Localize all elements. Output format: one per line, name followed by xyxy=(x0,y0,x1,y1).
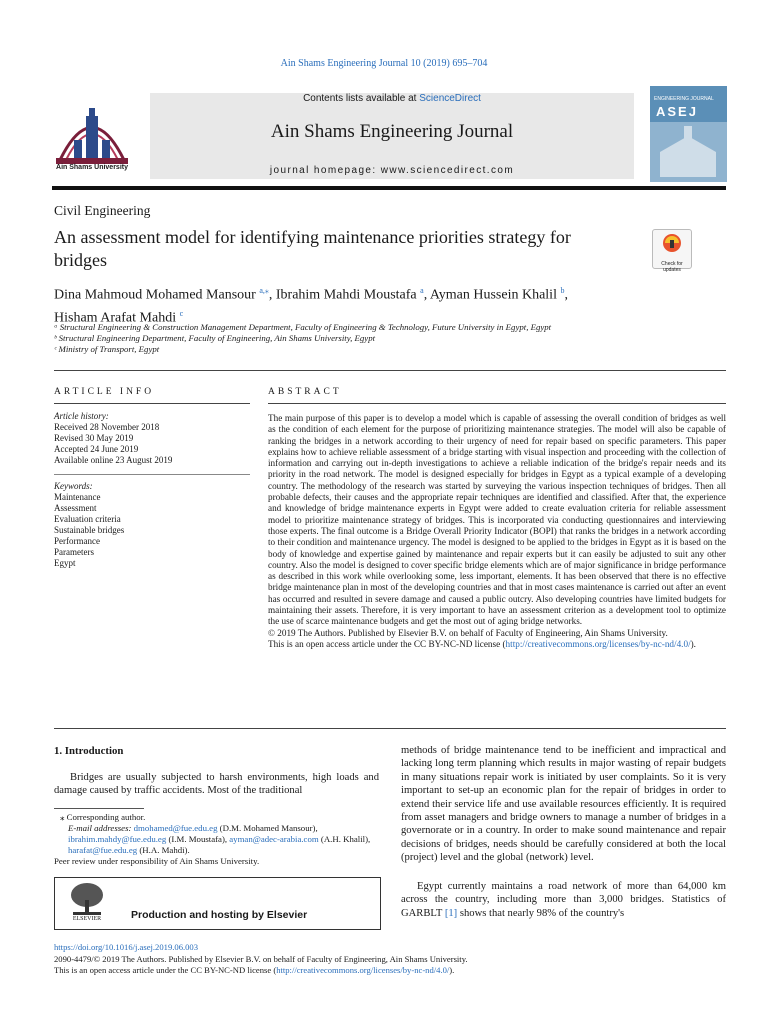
email-owner: (H.A. Mahdi). xyxy=(137,845,190,855)
reference-link[interactable]: [1] xyxy=(444,907,458,919)
footer-license-link[interactable]: http://creativecommons.org/licenses/by-nc-nd/4.0/ xyxy=(276,965,450,975)
author-affil-sup[interactable]: c xyxy=(179,308,184,318)
email-label: E-mail addresses: xyxy=(68,823,134,833)
abstract-text: The main purpose of this paper is to develop a model which is capable of assessing the overall condition of bridges as well as the condition of each element for the purpose of prioritizing maintenance strategies. The model will also be capable of ranking the bridges in a network according to their urgency of need for repair based on specific parameters. This paper explains how to achieve reliable assessment of a bridge starting with visual inspection and proceeding with the collection of information and carrying out in-depth investigations to achieve a reliable indication of the bridge's repair needs and its priority in the road network. The model is designed especially for bridges in Egypt as a typical example of a developing country. The methodology of the research was started by surveying the various inspection techniques of bridges. Then all probable defects, their causes and the appropriate repair techniques are identified and classified. After that, the experience and knowledge of bridge maintenance experts in Egypt were added to create evaluation criteria for reliable assessment model to prioritize maintenance strategy of bridges. This is incorporated via conducting questionnaires and interviewing those experts. The final outcome is a Bridge Overall Priority Indicator (BOPI) that ranks the bridges in a network according to their condition and maintenance urgency. The model is designed to be applied to the bridges in Egypt as it is based on the body of knowledge and expertise gained by maintenance and repair experts but it can easily be adjusted to suit any other country. Also the model is designed to cover specific bridge elements which are of major significance in bridge performance as described in this work while overlooking some, less important, elements. It has been observed that there is no effective bridge maintenance plan in most of the developing countries and that in most cases maintenance is carried out after an event has occurred and resulted in severe damage and caused a public outcry. Also developing countries have limited budgets for maintaining their assets. Therefore, it is very important to have an assessment criterion as a development tool to optimize the use of scarce maintenance budgets and get the most out of aging bridge networks. xyxy=(268,413,726,627)
article-title: An assessment model for identifying maintenance priorities strategy for bridges xyxy=(54,227,571,270)
keyword-item: Egypt xyxy=(54,558,76,568)
corresponding-author: ⁎ Corresponding author. xyxy=(60,812,146,822)
intro-right-paragraph: methods of bridge maintenance tend to be inefficient and impractical and lacking long term planning which results in major wasting of repair budgets in many situations repair work is initiated by user complaints. So it is very important to set-up an economic plan for the repair of bridges in order to extend their service life and use available resources efficiently. It is required from asset managers and bridge owners to manage a number of bridges in a governorate or in a country. In order to make sound maintenance and repair decisions of bridges, needs should be carefully considered at both the local (project) level and the global (network) level. xyxy=(401,745,726,864)
cover-label: ENGINEERING JOURNAL xyxy=(654,96,714,102)
keyword-item: Maintenance xyxy=(54,492,101,502)
elsevier-label: ELSEVIER xyxy=(72,916,102,922)
elsevier-production: Production and hosting by Elsevier xyxy=(131,909,308,921)
abstract-license xyxy=(268,639,726,650)
intro-right-paragraph-2 xyxy=(401,880,726,920)
keyword-item: Performance xyxy=(54,536,100,546)
check-updates-icon xyxy=(653,230,691,256)
abstract-body xyxy=(268,413,726,650)
para-text: Egypt currently maintains a road network of more than 64,000 km across the country, including more than 3,000 bridges. Statistics of GARBLT xyxy=(401,881,726,919)
article-history xyxy=(54,411,250,466)
license-suffix: ). xyxy=(690,638,696,649)
page-footer xyxy=(54,942,714,977)
history-item: Revised 30 May 2019 xyxy=(54,433,134,443)
contents-prefix: Contents lists available at xyxy=(303,93,420,104)
author-affil-sup[interactable]: a xyxy=(420,286,424,295)
keyword-item: Assessment xyxy=(54,503,97,513)
divider xyxy=(54,370,726,371)
affiliations xyxy=(54,322,714,355)
keywords xyxy=(54,481,250,569)
cover-title: ASEJ xyxy=(656,104,698,119)
keyword-item: Parameters xyxy=(54,547,94,557)
article-info-heading: ARTICLE INFO xyxy=(54,387,155,397)
contents-line xyxy=(150,93,634,104)
author-list: Dina Mahmoud Mohamed Mansour $^{a,⁎}$, Ibrahim Mahdi Moustafa $^a$, Ayman Hussein Khalil $^b$, Hisham Arafat Mahdi $^c$ xyxy=(54,286,568,326)
affiliation-item: ᵃ Structural Engineering & Construction Management Department, Faculty of Engineering & Technology, Future University in Egypt, Egypt xyxy=(54,322,552,332)
affiliation-item: ᶜ Ministry of Transport, Egypt xyxy=(54,344,160,354)
university-logo xyxy=(52,100,132,178)
intro-left-paragraph: Bridges are usually subjected to harsh environments, high loads and damage caused by traffic accidents. Most of the traditional xyxy=(54,772,379,797)
footnote-rule xyxy=(54,808,144,809)
check-for-updates-badge[interactable] xyxy=(652,229,692,273)
header-rule xyxy=(52,186,726,190)
divider xyxy=(268,403,726,404)
peer-review-note: Peer review under responsibility of Ain Shams University. xyxy=(54,856,260,866)
journal-header xyxy=(150,93,634,179)
elsevier-tree-icon xyxy=(67,882,107,916)
license-link[interactable]: http://creativecommons.org/licenses/by-nc-nd/4.0/ xyxy=(505,638,691,649)
para-text: shows that nearly 98% of the country's xyxy=(457,907,625,919)
history-label: Article history: xyxy=(54,411,109,421)
divider xyxy=(54,728,726,729)
article-section: Civil Engineering xyxy=(54,203,151,218)
cover-building-icon xyxy=(650,122,727,182)
author-name: Ayman Hussein Khalil xyxy=(429,287,557,303)
footer-license-prefix: This is an open access article under the CC BY-NC-ND license ( xyxy=(54,965,277,975)
sciencedirect-link[interactable]: ScienceDirect xyxy=(419,93,481,104)
journal-citation[interactable]: Ain Shams Engineering Journal 10 (2019) 695–704 xyxy=(280,58,488,69)
affiliation-item: ᵇ Structural Engineering Department, Faculty of Engineering, Ain Shams University, Egypt xyxy=(54,333,376,343)
journal-name: Ain Shams Engineering Journal xyxy=(270,121,514,142)
footer-license xyxy=(54,965,714,977)
check-updates-label: Check for updates xyxy=(661,261,683,273)
abstract-heading: ABSTRACT xyxy=(268,387,342,397)
issn-line: 2090-4479/© 2019 The Authors. Published by Elsevier B.V. on behalf of Faculty of Engineering, Ain Shams University. xyxy=(54,953,468,964)
university-logo-text: Ain Shams University xyxy=(56,164,128,171)
email-link[interactable]: ayman@adec-arabia.com xyxy=(229,834,319,844)
keyword-item: Evaluation criteria xyxy=(54,514,121,524)
doi-link[interactable]: https://doi.org/10.1016/j.asej.2019.06.003 xyxy=(54,942,199,952)
history-item: Received 28 November 2018 xyxy=(54,422,160,432)
elsevier-box xyxy=(54,877,381,930)
keywords-label: Keywords: xyxy=(54,481,93,491)
author-name: Dina Mahmoud Mohamed Mansour xyxy=(54,287,256,303)
footnotes xyxy=(54,812,379,867)
license-prefix: This is an open access article under the CC BY-NC-ND license ( xyxy=(268,638,506,649)
footer-license-suffix: ). xyxy=(449,965,455,975)
email-link[interactable]: ibrahim.mahdy@fue.edu.eg xyxy=(68,834,167,844)
divider xyxy=(54,474,250,475)
email-link[interactable]: dmohamed@fue.edu.eg xyxy=(133,823,218,833)
abstract-copyright: © 2019 The Authors. Published by Elsevier B.V. on behalf of Faculty of Engineering, Ain Shams University. xyxy=(268,627,668,638)
history-item: Available online 23 August 2019 xyxy=(54,455,173,465)
email-link[interactable]: harafat@fue.edu.eg xyxy=(68,845,138,855)
keyword-item: Sustainable bridges xyxy=(54,525,125,535)
email-addresses xyxy=(54,823,379,856)
author-name: Ibrahim Mahdi Moustafa xyxy=(275,287,417,303)
email-owner: (D.M. Mohamed Mansour), xyxy=(217,823,318,833)
history-item: Accepted 24 June 2019 xyxy=(54,444,139,454)
intro-heading: 1. Introduction xyxy=(54,745,124,757)
email-owner: (A.H. Khalil), xyxy=(318,834,371,844)
author-affil-sup[interactable]: a,⁎ xyxy=(259,286,269,295)
divider xyxy=(54,403,250,404)
author-name: Hisham Arafat Mahdi xyxy=(54,310,177,326)
journal-cover xyxy=(650,86,727,182)
email-owner: (I.M. Moustafa), xyxy=(166,834,230,844)
author-affil-sup[interactable]: b xyxy=(560,286,565,295)
journal-homepage[interactable]: journal homepage: www.sciencedirect.com xyxy=(269,165,515,176)
